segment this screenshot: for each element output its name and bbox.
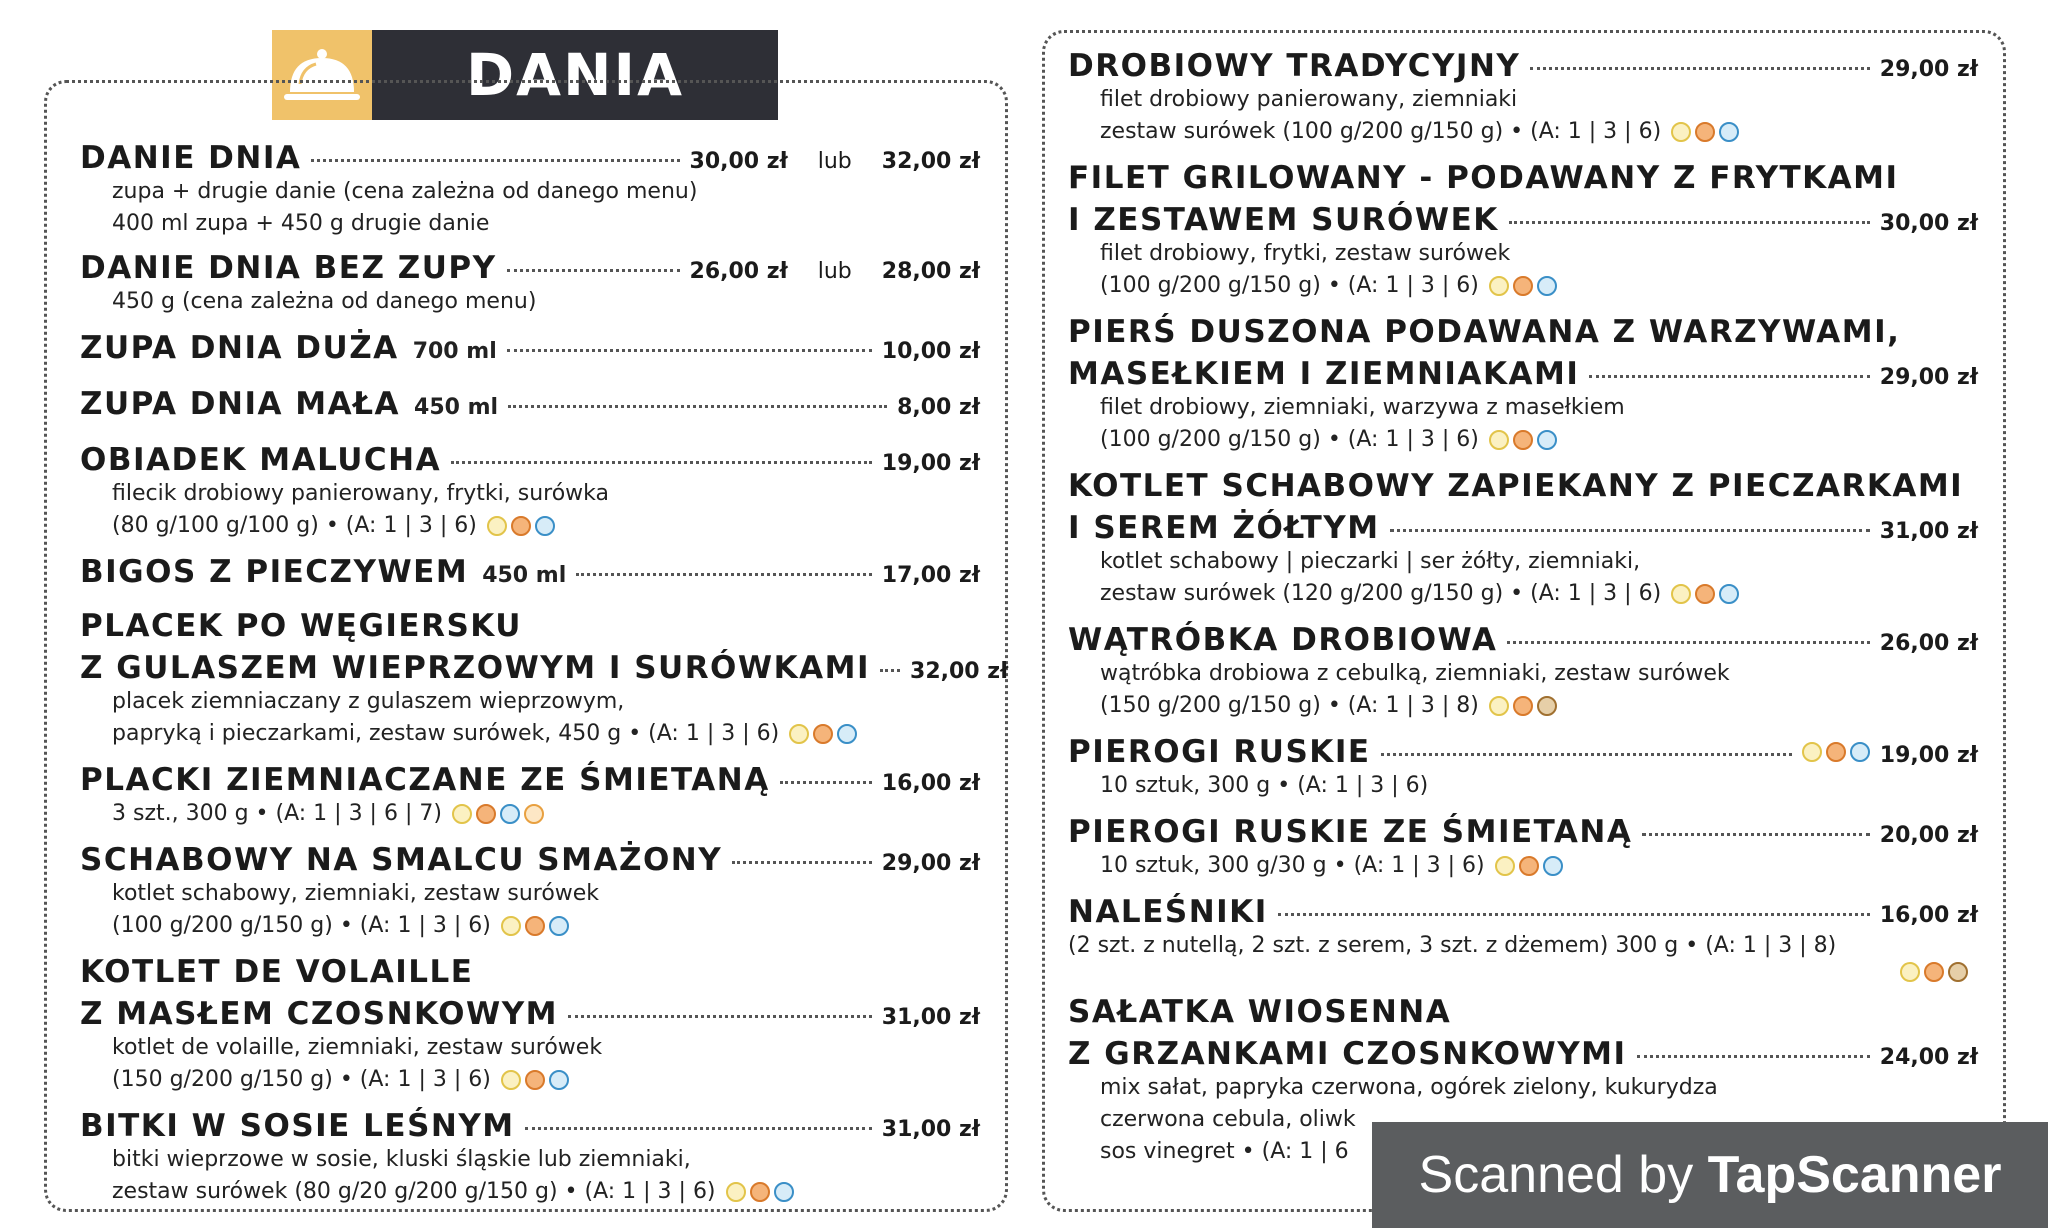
dot-leader [1637, 1055, 1870, 1058]
item-name-line1: PIERŚ DUSZONA PODAWANA Z WARZYWAMI, [1068, 314, 1901, 350]
item-desc: sos vinegret • (A: 1 | 6 [1100, 1139, 1349, 1164]
menu-item [1068, 894, 1978, 982]
item-desc: 400 ml zupa + 450 g drugie danie [112, 211, 490, 236]
item-price: 19,00 zł [1879, 743, 1978, 768]
egg-icon [1802, 742, 1822, 762]
or-text: lub [817, 149, 852, 174]
oil-icon [1513, 430, 1533, 450]
menu-item [80, 140, 980, 240]
menu-item [1068, 814, 1978, 882]
clock-icon [1543, 856, 1563, 876]
bread-icon [1948, 962, 1968, 982]
item-desc: (80 g/100 g/100 g) • (A: 1 | 3 | 6) [112, 513, 477, 538]
allergen-icons [1671, 122, 1739, 142]
item-price: 26,00 zł [1879, 631, 1978, 656]
item-price: 31,00 zł [1879, 519, 1978, 544]
oil-icon [476, 804, 496, 824]
item-desc: zestaw surówek (80 g/20 g/200 g/150 g) • (A: 1 | 3 | 6) [112, 1179, 716, 1204]
clock-icon [1719, 122, 1739, 142]
menu-item [1068, 314, 1978, 456]
item-name: Z GRZANKAMI CZOSNKOWYMI [1068, 1036, 1627, 1072]
item-desc: papryką i pieczarkami, zestaw surówek, 450 g • (A: 1 | 3 | 6) [112, 721, 780, 746]
clock-icon [1537, 276, 1557, 296]
item-name-line1: SAŁATKA WIOSENNA [1068, 994, 1452, 1030]
item-name-line1: PLACEK PO WĘGIERSKU [80, 608, 522, 644]
item-name: DANIE DNIA BEZ ZUPY [80, 250, 497, 286]
allergen-icons [501, 1070, 569, 1090]
item-name-line1: KOTLET SCHABOWY ZAPIEKANY Z PIECZARKAMI [1068, 468, 1964, 504]
item-desc: (100 g/200 g/150 g) • (A: 1 | 3 | 6) [1100, 427, 1479, 452]
egg-icon [501, 1070, 521, 1090]
clock-icon [774, 1182, 794, 1202]
item-price-alt: 32,00 zł [881, 149, 980, 174]
dot-leader [880, 669, 900, 672]
clock-icon [549, 916, 569, 936]
watermark-brand: TapScanner [1707, 1146, 2002, 1204]
item-desc: (100 g/200 g/150 g) • (A: 1 | 3 | 6) [1100, 273, 1479, 298]
item-price: 30,00 zł [1879, 211, 1978, 236]
dot-leader [1642, 833, 1869, 836]
menu-item [1068, 734, 1978, 802]
oil-icon [525, 916, 545, 936]
item-name: OBIADEK MALUCHA [80, 442, 442, 478]
menu-item [1068, 160, 1978, 302]
watermark-prefix: Scanned by [1418, 1146, 1708, 1204]
oil-icon [511, 516, 531, 536]
item-desc: kotlet schabowy | pieczarki | ser żółty, ziemniaki, [1100, 549, 1641, 574]
item-desc: (150 g/200 g/150 g) • (A: 1 | 3 | 6) [112, 1067, 491, 1092]
item-note: 700 ml [412, 339, 497, 364]
item-name-line1: FILET GRILOWANY - PODAWANY Z FRYTKAMI [1068, 160, 1899, 196]
menu-item [80, 386, 980, 422]
item-name: ZUPA DNIA MAŁA [80, 386, 401, 422]
item-desc: filecik drobiowy panierowany, frytki, surówka [112, 481, 609, 506]
scanner-watermark [1372, 1122, 2048, 1228]
item-name: PIEROGI RUSKIE [1068, 734, 1371, 770]
menu-item [80, 554, 980, 590]
item-name: I SEREM ŻÓŁTYM [1068, 510, 1380, 546]
clock-icon [535, 516, 555, 536]
allergen-icons [1489, 276, 1557, 296]
egg-icon [1489, 276, 1509, 296]
oil-icon [813, 724, 833, 744]
clock-icon [1537, 430, 1557, 450]
item-name: Z MASŁEM CZOSNKOWYM [80, 996, 558, 1032]
item-price: 29,00 zł [881, 851, 980, 876]
item-desc: zupa + drugie danie (cena zależna od danego menu) [112, 179, 698, 204]
allergen-icons [452, 804, 544, 824]
menu-item [80, 250, 980, 318]
item-name: ZUPA DNIA DUŻA [80, 330, 399, 366]
allergen-icons [1900, 962, 1968, 982]
allergen-icons [487, 516, 555, 536]
menu-item [1068, 622, 1978, 722]
item-desc: (2 szt. z nutellą, 2 szt. z serem, 3 szt. z dżemem) 300 g • (A: 1 | 3 | 8) [1068, 933, 1837, 958]
item-desc: filet drobiowy, frytki, zestaw surówek [1100, 241, 1511, 266]
dot-leader [451, 461, 872, 464]
item-price: 10,00 zł [881, 339, 980, 364]
item-desc: 10 sztuk, 300 g • (A: 1 | 3 | 6) [1100, 773, 1429, 798]
egg-icon [789, 724, 809, 744]
oil-icon [1826, 742, 1846, 762]
egg-icon [1489, 430, 1509, 450]
item-desc: 3 szt., 300 g • (A: 1 | 3 | 6 | 7) [112, 801, 442, 826]
item-desc: (100 g/200 g/150 g) • (A: 1 | 3 | 6) [112, 913, 491, 938]
dot-leader [1390, 529, 1870, 532]
item-price: 30,00 zł [689, 149, 788, 174]
menu-item [80, 954, 980, 1096]
item-desc: filet drobiowy, ziemniaki, warzywa z masełkiem [1100, 395, 1625, 420]
item-name: WĄTRÓBKA DROBIOWA [1068, 622, 1498, 658]
item-desc: czerwona cebula, oliwk [1100, 1107, 1356, 1132]
item-price: 29,00 zł [1879, 365, 1978, 390]
item-price-alt: 28,00 zł [881, 259, 980, 284]
menu-item [80, 608, 1009, 750]
dot-leader [1589, 375, 1869, 378]
item-desc: zestaw surówek (120 g/200 g/150 g) • (A: 1 | 3 | 6) [1100, 581, 1662, 606]
item-note: 450 ml [414, 395, 499, 420]
item-price: 26,00 zł [689, 259, 788, 284]
dot-leader [568, 1015, 872, 1018]
item-price: 32,00 zł [910, 659, 1009, 684]
menu-item [80, 842, 980, 942]
clock-icon [1850, 742, 1870, 762]
menu-item [80, 762, 980, 830]
dot-leader [1509, 221, 1870, 224]
milk-icon [524, 804, 544, 824]
allergen-icons [1802, 742, 1870, 762]
item-desc: kotlet de volaille, ziemniaki, zestaw surówek [112, 1035, 603, 1060]
item-name: I ZESTAWEM SURÓWEK [1068, 202, 1499, 238]
allergen-icons [501, 916, 569, 936]
dot-leader [732, 861, 872, 864]
item-desc: (150 g/200 g/150 g) • (A: 1 | 3 | 8) [1100, 693, 1479, 718]
item-name: MASEŁKIEM I ZIEMNIAKAMI [1068, 356, 1580, 392]
menu-item [1068, 48, 1978, 148]
clock-icon [500, 804, 520, 824]
allergen-icons [1495, 856, 1563, 876]
allergen-icons [1489, 696, 1557, 716]
clock-icon [1719, 584, 1739, 604]
menu-item [1068, 468, 1978, 610]
dot-leader [576, 573, 872, 576]
menu-column-left [80, 140, 1009, 1220]
egg-icon [1495, 856, 1515, 876]
dot-leader [525, 1127, 872, 1130]
bread-icon [1537, 696, 1557, 716]
oil-icon [1513, 696, 1533, 716]
item-desc: wątróbka drobiowa z cebulką, ziemniaki, zestaw surówek [1100, 661, 1730, 686]
item-desc: mix sałat, papryka czerwona, ogórek zielony, kukurydza [1100, 1075, 1718, 1100]
egg-icon [1900, 962, 1920, 982]
dot-leader [1507, 641, 1869, 644]
item-price: 16,00 zł [1879, 903, 1978, 928]
item-desc: kotlet schabowy, ziemniaki, zestaw surówek [112, 881, 600, 906]
oil-icon [1924, 962, 1944, 982]
oil-icon [1695, 122, 1715, 142]
egg-icon [487, 516, 507, 536]
item-price: 29,00 zł [1879, 57, 1978, 82]
menu-column-right [1068, 48, 1978, 1180]
item-price: 20,00 zł [1879, 823, 1978, 848]
item-name: DANIE DNIA [80, 140, 302, 176]
item-name: PLACKI ZIEMNIACZANE ZE ŚMIETANĄ [80, 762, 770, 798]
dot-leader [311, 159, 679, 162]
item-desc: filet drobiowy panierowany, ziemniaki [1100, 87, 1518, 112]
item-name: BITKI W SOSIE LEŚNYM [80, 1108, 515, 1144]
item-desc: placek ziemniaczany z gulaszem wieprzowym, [112, 689, 625, 714]
item-desc: bitki wieprzowe w sosie, kluski śląskie lub ziemniaki, [112, 1147, 691, 1172]
item-name: BIGOS Z PIECZYWEM [80, 554, 469, 590]
item-name: DROBIOWY TRADYCYJNY [1068, 48, 1521, 84]
dot-leader [1530, 67, 1869, 70]
menu-item [80, 1108, 980, 1208]
egg-icon [1671, 584, 1691, 604]
egg-icon [726, 1182, 746, 1202]
item-name: PIEROGI RUSKIE ZE ŚMIETANĄ [1068, 814, 1633, 850]
oil-icon [750, 1182, 770, 1202]
or-text: lub [817, 259, 852, 284]
dot-leader [1278, 913, 1870, 916]
oil-icon [1519, 856, 1539, 876]
menu-item [80, 330, 980, 366]
oil-icon [1513, 276, 1533, 296]
oil-icon [1695, 584, 1715, 604]
allergen-icons [1671, 584, 1739, 604]
item-name-line1: KOTLET DE VOLAILLE [80, 954, 474, 990]
allergen-icons [726, 1182, 794, 1202]
item-desc: 10 sztuk, 300 g/30 g • (A: 1 | 3 | 6) [1100, 853, 1485, 878]
menu-item [80, 442, 980, 542]
item-price: 31,00 zł [881, 1005, 980, 1030]
egg-icon [452, 804, 472, 824]
item-price: 31,00 zł [881, 1117, 980, 1142]
item-price: 24,00 zł [1879, 1045, 1978, 1070]
oil-icon [525, 1070, 545, 1090]
dot-leader [507, 349, 872, 352]
egg-icon [1671, 122, 1691, 142]
item-note: 450 ml [482, 563, 567, 588]
item-name: NALEŚNIKI [1068, 894, 1268, 930]
item-price: 16,00 zł [881, 771, 980, 796]
item-price: 8,00 zł [897, 395, 980, 420]
allergen-icons [789, 724, 857, 744]
item-desc: zestaw surówek (100 g/200 g/150 g) • (A: 1 | 3 | 6) [1100, 119, 1662, 144]
dot-leader [1381, 753, 1792, 756]
item-price: 17,00 zł [881, 563, 980, 588]
clock-icon [837, 724, 857, 744]
egg-icon [501, 916, 521, 936]
item-desc: 450 g (cena zależna od danego menu) [112, 289, 537, 314]
page-title: DANIA [465, 41, 685, 109]
egg-icon [1489, 696, 1509, 716]
item-name: SCHABOWY NA SMALCU SMAŻONY [80, 842, 723, 878]
allergen-icons [1489, 430, 1557, 450]
dot-leader [507, 269, 680, 272]
item-price: 19,00 zł [881, 451, 980, 476]
dot-leader [780, 781, 872, 784]
item-name: Z GULASZEM WIEPRZOWYM I SURÓWKAMI [80, 650, 871, 686]
dot-leader [508, 405, 887, 408]
clock-icon [549, 1070, 569, 1090]
